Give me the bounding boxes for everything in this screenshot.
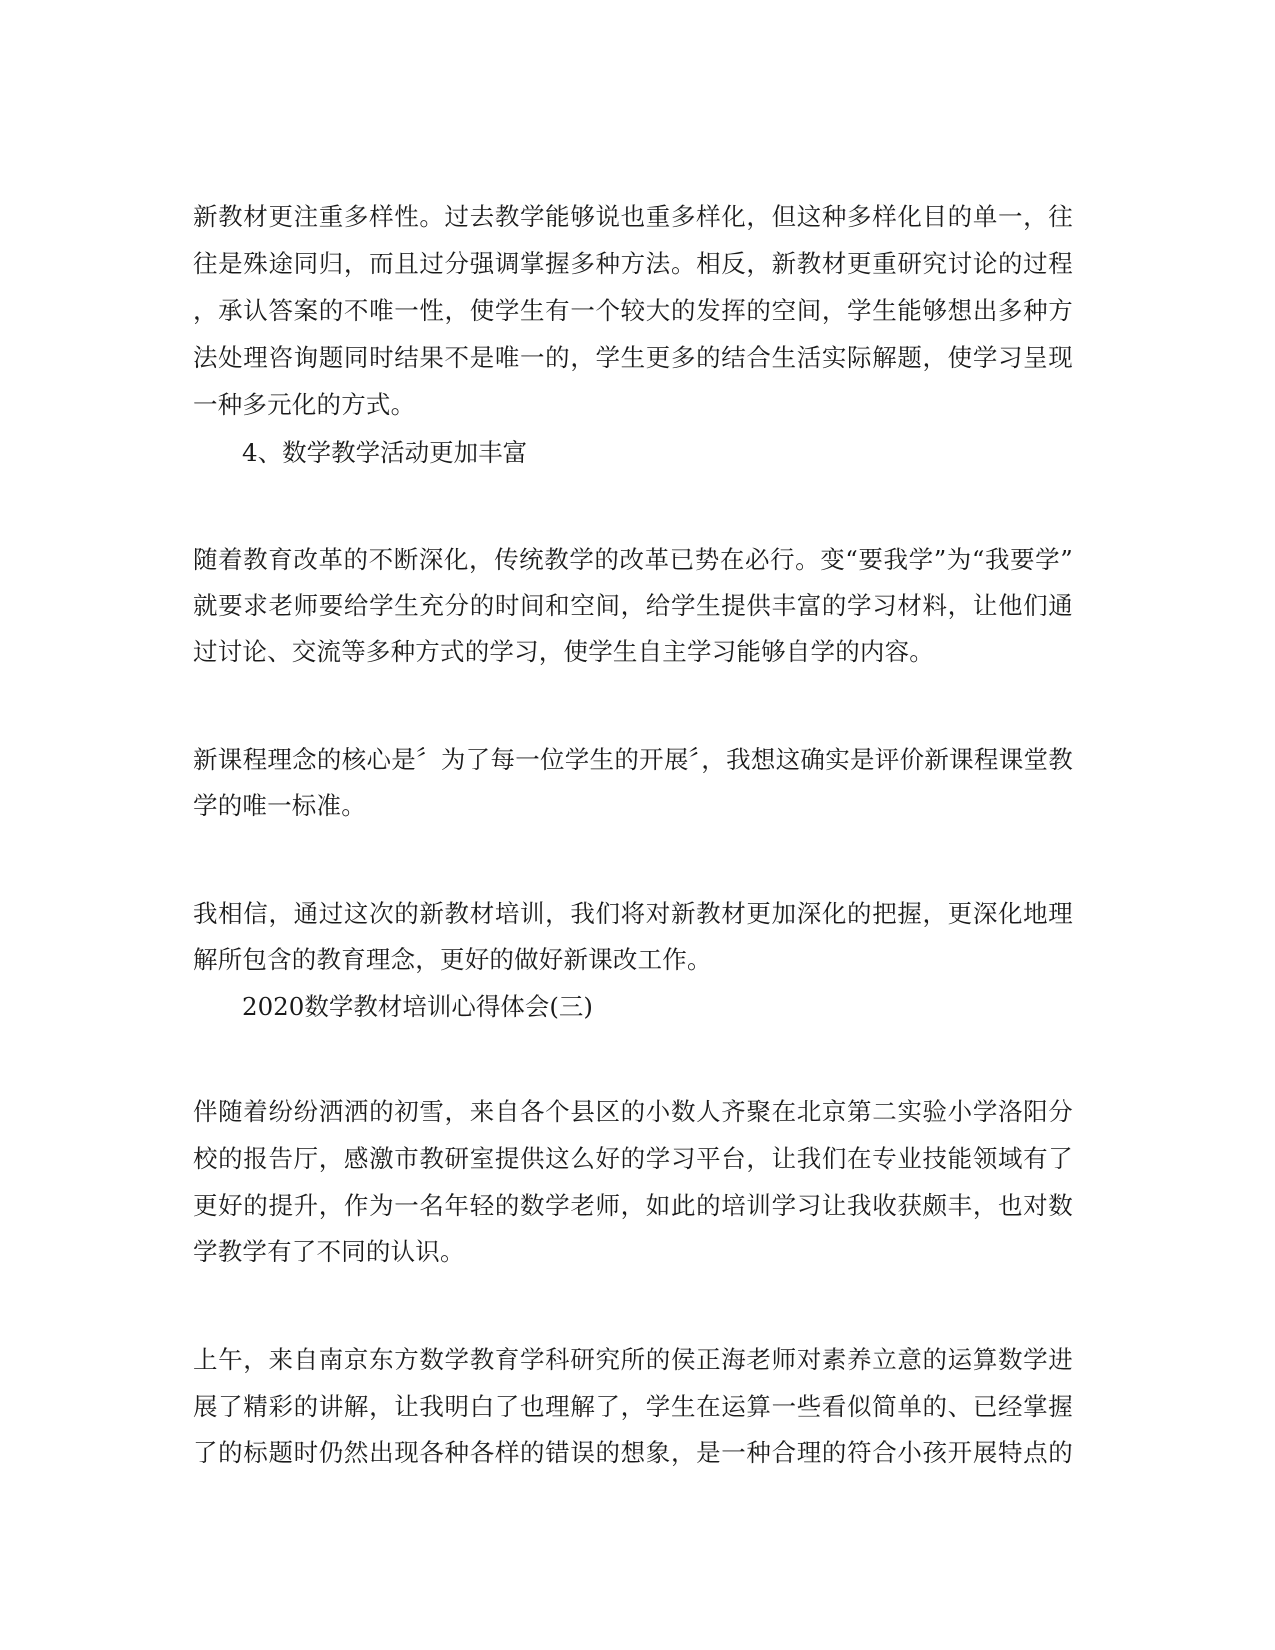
paragraph-4-line-2: 解所包含的教育理念，更好的做好新课改工作。 [193, 945, 712, 974]
paragraph-5-line-2: 校的报告厅，感激市教研室提供这么好的学习平台，让我们在专业技能领域有了 [193, 1144, 1073, 1173]
paragraph-1-line-2: 往是殊途同归，而且过分强调掌握多种方法。相反，新教材更重研究讨论的过程 [193, 249, 1073, 278]
paragraph-1-line-3: ，承认答案的不唯一性，使学生有一个较大的发挥的空间，学生能够想出多种方 [193, 296, 1073, 325]
paragraph-1-line-5: 一种多元化的方式。 [193, 390, 416, 419]
paragraph-1-line-4: 法处理咨询题同时结果不是唯一的，学生更多的结合生活实际解题，使学习呈现 [193, 343, 1073, 372]
paragraph-2-line-2: 就要求老师要给学生充分的时间和空间，给学生提供丰富的学习材料，让他们通 [193, 591, 1073, 620]
paragraph-2-line-3: 过讨论、交流等多种方式的学习，使学生自主学习能够自学的内容。 [193, 637, 934, 666]
paragraph-3-line-2: 学的唯一标准。 [193, 791, 366, 820]
paragraph-4-line-1: 我相信，通过这次的新教材培训，我们将对新教材更加深化的把握，更深化地理 [193, 899, 1073, 928]
section-heading-4: 4、数学教学活动更加丰富 [242, 438, 528, 467]
paragraph-2-line-1: 随着教育改革的不断深化，传统教学的改革已势在必行。变“要我学”为“我要学” [193, 545, 1073, 574]
paragraph-6-line-3: 了的标题时仍然出现各种各样的错误的想象，是一种合理的符合小孩开展特点的 [193, 1438, 1073, 1467]
section-heading-three: 2020数学教材培训心得体会(三) [242, 992, 593, 1021]
paragraph-5-line-3: 更好的提升，作为一名年轻的数学老师，如此的培训学习让我收获颇丰，也对数 [193, 1191, 1073, 1220]
paragraph-6-line-2: 展了精彩的讲解，让我明白了也理解了，学生在运算一些看似简单的、已经掌握 [193, 1392, 1073, 1421]
paragraph-5-line-1: 伴随着纷纷洒洒的初雪，来自各个县区的小数人齐聚在北京第二实验小学洛阳分 [193, 1097, 1073, 1126]
paragraph-5-line-4: 学教学有了不同的认识。 [193, 1237, 465, 1266]
paragraph-1-line-1: 新教材更注重多样性。过去教学能够说也重多样化，但这种多样化目的单一，往 [193, 202, 1073, 231]
paragraph-3-line-1: 新课程理念的核心是〞为了每一位学生的开展〞，我想这确实是评价新课程课堂教 [193, 745, 1073, 774]
paragraph-6-line-1: 上午，来自南京东方数学教育学科研究所的侯正海老师对素养立意的运算数学进 [193, 1345, 1073, 1374]
